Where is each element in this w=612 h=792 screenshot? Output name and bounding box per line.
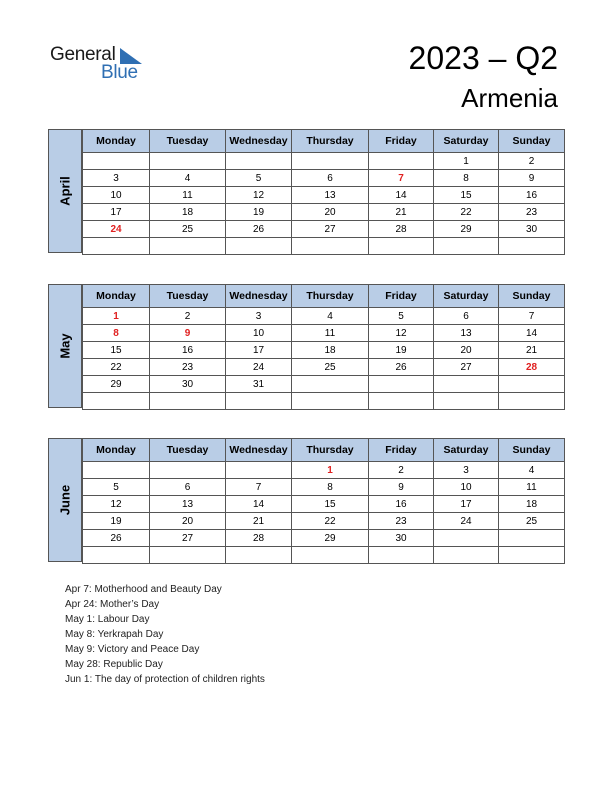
day-cell: 30: [150, 376, 226, 393]
weekday-header: Wednesday: [226, 439, 292, 462]
day-cell: [434, 530, 499, 547]
day-cell: 13: [292, 187, 369, 204]
weekday-header: Friday: [369, 130, 434, 153]
week-row: [83, 325, 565, 342]
day-cell: 15: [434, 187, 499, 204]
day-cell: [150, 393, 226, 410]
month-block-april: [48, 129, 564, 255]
day-cell: [150, 238, 226, 255]
day-cell: 17: [226, 342, 292, 359]
week-row: [83, 530, 565, 547]
weekday-header: Saturday: [434, 130, 499, 153]
calendar-table: [82, 284, 565, 410]
day-cell: 3: [434, 462, 499, 479]
day-cell: [226, 238, 292, 255]
week-row: [83, 221, 565, 238]
day-cell: [83, 547, 150, 564]
day-cell: 5: [369, 308, 434, 325]
day-cell: 14: [499, 325, 565, 342]
day-cell: [369, 393, 434, 410]
day-cell: 29: [292, 530, 369, 547]
weekday-header-row: [83, 130, 565, 153]
holiday-note: May 1: Labour Day: [65, 614, 150, 625]
weekday-header: Wednesday: [226, 130, 292, 153]
day-cell: 22: [434, 204, 499, 221]
week-row: [83, 342, 565, 359]
day-cell: [434, 238, 499, 255]
week-row: [83, 170, 565, 187]
day-cell: 4: [292, 308, 369, 325]
day-cell: [83, 462, 150, 479]
day-cell: 7: [499, 308, 565, 325]
weekday-header: Monday: [83, 130, 150, 153]
day-cell: 11: [150, 187, 226, 204]
day-cell: 8: [292, 479, 369, 496]
weekday-header: Saturday: [434, 439, 499, 462]
day-cell: 17: [83, 204, 150, 221]
day-cell: 23: [499, 204, 565, 221]
day-cell: [226, 462, 292, 479]
week-row: [83, 462, 565, 479]
day-cell: 27: [150, 530, 226, 547]
day-cell: [499, 547, 565, 564]
day-cell: 28: [499, 359, 565, 376]
day-cell: 21: [499, 342, 565, 359]
day-cell: 19: [369, 342, 434, 359]
holiday-note: May 28: Republic Day: [65, 659, 163, 670]
day-cell: [150, 153, 226, 170]
day-cell: 8: [83, 325, 150, 342]
weekday-header-row: [83, 439, 565, 462]
day-cell: [226, 393, 292, 410]
holiday-note: Apr 24: Mother’s Day: [65, 599, 160, 610]
weekday-header: Monday: [83, 285, 150, 308]
day-cell: 12: [369, 325, 434, 342]
day-cell: 28: [226, 530, 292, 547]
day-cell: [369, 153, 434, 170]
day-cell: 6: [434, 308, 499, 325]
holiday-note: Jun 1: The day of protection of children rights: [65, 674, 265, 685]
weekday-header: Thursday: [292, 285, 369, 308]
day-cell: 9: [150, 325, 226, 342]
holiday-notes: [65, 582, 265, 687]
day-cell: [150, 462, 226, 479]
day-cell: 29: [83, 376, 150, 393]
day-cell: 12: [83, 496, 150, 513]
day-cell: 5: [83, 479, 150, 496]
day-cell: 1: [434, 153, 499, 170]
country-name: Armenia: [461, 83, 558, 113]
day-cell: 20: [434, 342, 499, 359]
day-cell: [499, 238, 565, 255]
weekday-header: Sunday: [499, 130, 565, 153]
month-name: April: [57, 176, 73, 206]
day-cell: [150, 547, 226, 564]
calendar-table: [82, 129, 565, 255]
week-row: [83, 496, 565, 513]
week-row: [83, 153, 565, 170]
day-cell: 3: [83, 170, 150, 187]
day-cell: [292, 547, 369, 564]
week-row: [83, 359, 565, 376]
month-block-may: [48, 284, 564, 410]
day-cell: 16: [150, 342, 226, 359]
day-cell: 10: [226, 325, 292, 342]
day-cell: 18: [150, 204, 226, 221]
month-side-label: [48, 284, 82, 408]
week-row: [83, 376, 565, 393]
day-cell: 21: [369, 204, 434, 221]
month-name: June: [57, 484, 73, 516]
day-cell: 11: [499, 479, 565, 496]
day-cell: [292, 238, 369, 255]
week-row: [83, 308, 565, 325]
day-cell: 28: [369, 221, 434, 238]
day-cell: 7: [226, 479, 292, 496]
brand-general-text: General: [50, 44, 116, 65]
day-cell: 1: [292, 462, 369, 479]
month-name: May: [57, 333, 73, 359]
holiday-note: Apr 7: Motherhood and Beauty Day: [65, 584, 222, 595]
weekday-header: Tuesday: [150, 439, 226, 462]
weekday-header: Friday: [369, 285, 434, 308]
day-cell: 5: [226, 170, 292, 187]
weekday-header: Saturday: [434, 285, 499, 308]
week-row: [83, 238, 565, 255]
weekday-header: Thursday: [292, 439, 369, 462]
day-cell: 7: [369, 170, 434, 187]
day-cell: 17: [434, 496, 499, 513]
weekday-header: Thursday: [292, 130, 369, 153]
weekday-header: Monday: [83, 439, 150, 462]
day-cell: 26: [369, 359, 434, 376]
day-cell: 14: [226, 496, 292, 513]
day-cell: 8: [434, 170, 499, 187]
day-cell: [83, 393, 150, 410]
day-cell: 14: [369, 187, 434, 204]
day-cell: 13: [434, 325, 499, 342]
day-cell: [434, 376, 499, 393]
weekday-header: Sunday: [499, 285, 565, 308]
day-cell: 13: [150, 496, 226, 513]
month-side-label: [48, 129, 82, 253]
day-cell: 26: [83, 530, 150, 547]
day-cell: 23: [369, 513, 434, 530]
day-cell: 2: [369, 462, 434, 479]
day-cell: 3: [226, 308, 292, 325]
holiday-note: May 8: Yerkrapah Day: [65, 629, 164, 640]
calendar-table: [82, 438, 565, 564]
day-cell: 25: [150, 221, 226, 238]
brand-blue-text: Blue: [101, 62, 138, 83]
day-cell: 9: [369, 479, 434, 496]
week-row: [83, 513, 565, 530]
day-cell: 27: [434, 359, 499, 376]
brand-logo: [50, 44, 150, 84]
weekday-header: Tuesday: [150, 285, 226, 308]
day-cell: 30: [369, 530, 434, 547]
day-cell: 23: [150, 359, 226, 376]
day-cell: 10: [83, 187, 150, 204]
day-cell: 2: [499, 153, 565, 170]
day-cell: 31: [226, 376, 292, 393]
day-cell: [369, 238, 434, 255]
day-cell: [434, 393, 499, 410]
day-cell: [499, 393, 565, 410]
day-cell: 18: [499, 496, 565, 513]
day-cell: 25: [499, 513, 565, 530]
day-cell: 29: [434, 221, 499, 238]
weekday-header: Sunday: [499, 439, 565, 462]
day-cell: [83, 238, 150, 255]
day-cell: [499, 530, 565, 547]
day-cell: 24: [434, 513, 499, 530]
day-cell: 6: [150, 479, 226, 496]
day-cell: 27: [292, 221, 369, 238]
day-cell: 16: [369, 496, 434, 513]
holiday-note: May 9: Victory and Peace Day: [65, 644, 200, 655]
day-cell: [369, 376, 434, 393]
day-cell: 15: [292, 496, 369, 513]
day-cell: 12: [226, 187, 292, 204]
day-cell: 2: [150, 308, 226, 325]
day-cell: 4: [499, 462, 565, 479]
week-row: [83, 393, 565, 410]
day-cell: 4: [150, 170, 226, 187]
day-cell: [83, 153, 150, 170]
day-cell: 1: [83, 308, 150, 325]
week-row: [83, 187, 565, 204]
day-cell: 22: [292, 513, 369, 530]
day-cell: 30: [499, 221, 565, 238]
day-cell: 16: [499, 187, 565, 204]
day-cell: 18: [292, 342, 369, 359]
weekday-header-row: [83, 285, 565, 308]
day-cell: 24: [226, 359, 292, 376]
day-cell: 19: [226, 204, 292, 221]
day-cell: 11: [292, 325, 369, 342]
day-cell: [292, 376, 369, 393]
day-cell: [499, 376, 565, 393]
month-side-label: [48, 438, 82, 562]
page-title: 2023 – Q2: [408, 40, 558, 76]
week-row: [83, 204, 565, 221]
day-cell: [292, 393, 369, 410]
day-cell: 21: [226, 513, 292, 530]
day-cell: 9: [499, 170, 565, 187]
weekday-header: Tuesday: [150, 130, 226, 153]
day-cell: [369, 547, 434, 564]
day-cell: 15: [83, 342, 150, 359]
day-cell: 19: [83, 513, 150, 530]
day-cell: [434, 547, 499, 564]
day-cell: 25: [292, 359, 369, 376]
day-cell: 22: [83, 359, 150, 376]
day-cell: [226, 153, 292, 170]
day-cell: 10: [434, 479, 499, 496]
week-row: [83, 479, 565, 496]
day-cell: 26: [226, 221, 292, 238]
weekday-header: Wednesday: [226, 285, 292, 308]
day-cell: 6: [292, 170, 369, 187]
day-cell: 20: [150, 513, 226, 530]
month-block-june: [48, 438, 564, 564]
day-cell: [226, 547, 292, 564]
week-row: [83, 547, 565, 564]
weekday-header: Friday: [369, 439, 434, 462]
day-cell: [292, 153, 369, 170]
day-cell: 20: [292, 204, 369, 221]
day-cell: 24: [83, 221, 150, 238]
